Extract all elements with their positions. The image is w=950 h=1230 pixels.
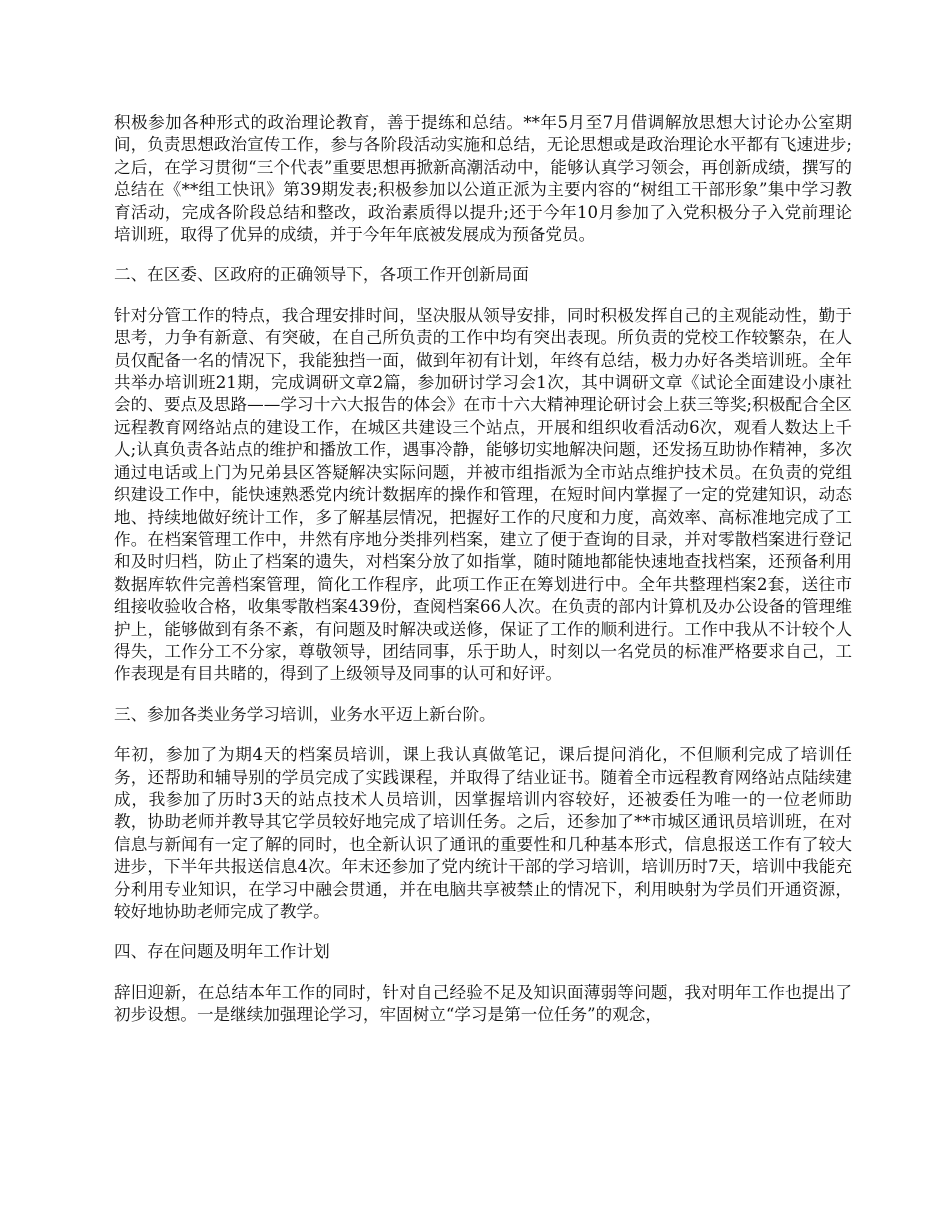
section-heading-4: 四、存在问题及明年工作计划 — [114, 942, 330, 962]
section-heading-3: 三、参加各类业务学习培训，业务水平迈上新台阶。 — [114, 704, 496, 724]
paragraph-work-achievements: 针对分管工作的特点，我合理安排时间，坚决服从领导安排，同时积极发挥自己的主观能动性，勤于思考，力争有新意、有突破，在自己所负责的工作中均有突出表现。所负责的党校工作较繁杂，在人员仅配备一名的情况下，我能独挡一面，做到年初有计划，年终有总结，极力办好各类培训班。全年共举办培训班21期，完成调研文章2篇，参加研讨学习会1次，其中调研文章《试论全面建设小康社会的、要点及思路——学习十六大报告的体会》在市十六大精神理论研讨会上获三等奖;积极配合全区远程教育网络站点的建设工作，在城区共建设三个站点，开展和组织收看活动6次，观看人数达上千人;认真负责各站点的维护和播放工作，遇事冷静，能够切实地解决问题，还发扬互助协作精神，多次通过电话或上门为兄弟县区答疑解决实际问题，并被市组指派为全市站点维护技术员。在负责的党组织建设工作中，能快速熟悉党内统计数据库的操作和管理，在短时间内掌握了一定的党建知识，动态地、持续地做好统计工作，多了解基层情况，把握好工作的尺度和力度，高效率、高标准地完成了工作。在档案管理工作中，井然有序地分类排列档案，建立了便于查询的目录，并对零散档案进行登记和及时归档，防止了档案的遗失，对档案分放了如指掌，随时随地都能快速地查找档案，还预备利用数据库软件完善档案管理，简化工作程序，此项工作正在筹划进行中。全年共整理档案2套，送往市组接收验收合格，收集零散档案439份，查阅档案66人次。在负责的部内计算机及办公设备的管理维护上，能够做到有条不紊，有问题及时解决或送修，保证了工作的顺利进行。工作中我从不计较个人得失，工作分工不分家，尊敬领导，团结同事，乐于助人，时刻以一名党员的标准严格要求自己，工作表现是有目共睹的，得到了上级领导及同事的认可和好评。 — [114, 305, 852, 684]
paragraph-training: 年初，参加了为期4天的档案员培训，课上我认真做笔记，课后提问消化，不但顺利完成了培训任务，还帮助和辅导别的学员完成了实践课程，并取得了结业证书。随着全市远程教育网络站点陆续建成，我参加了历时3天的站点技术人员培训，因掌握培训内容较好，还被委任为唯一的一位老师助教，协助老师并教导其它学员较好地完成了培训任务。之后，还参加了**市城区通讯员培训班，在对信息与新闻有一定了解的同时，也全新认识了通讯的重要性和几种基本形式，信息报送工作有了较大进步，下半年共报送信息4次。年末还参加了党内统计干部的学习培训，培训历时7天，培训中我能充分利用专业知识，在学习中融会贯通，并在电脑共享被禁止的情况下，利用映射为学员们开通资源，较好地协助老师完成了教学。 — [114, 745, 852, 921]
paragraph-next-year-plan: 辞旧迎新，在总结本年工作的同时，针对自己经验不足及知识面薄弱等问题，我对明年工作也提出了初步设想。一是继续加强理论学习，牢固树立“学习是第一位任务”的观念， — [114, 982, 852, 1025]
paragraph-political-study: 积极参加各种形式的政治理论教育，善于提练和总结。**年5月至7月借调解放思想大讨论办公室期间，负责思想政治宣传工作，参与各阶段活动实施和总结，无论思想或是政治理论水平都有飞速进步;之后，在学习贯彻“三个代表”重要思想再掀新高潮活动中，能够认真学习领会，再创新成绩，撰写的总结在《**组工快讯》第39期发表;积极参加以公道正派为主要内容的“树组工干部形象”集中学习教育活动，完成各阶段总结和整改，政治素质得以提升;还于今年10月参加了入党积极分子入党前理论培训班，取得了优异的成绩，并于今年年底被发展成为预备党员。 — [114, 113, 852, 245]
section-heading-2: 二、在区委、区政府的正确领导下，各项工作开创新局面 — [114, 265, 529, 285]
document-page — [114, 112, 852, 1045]
